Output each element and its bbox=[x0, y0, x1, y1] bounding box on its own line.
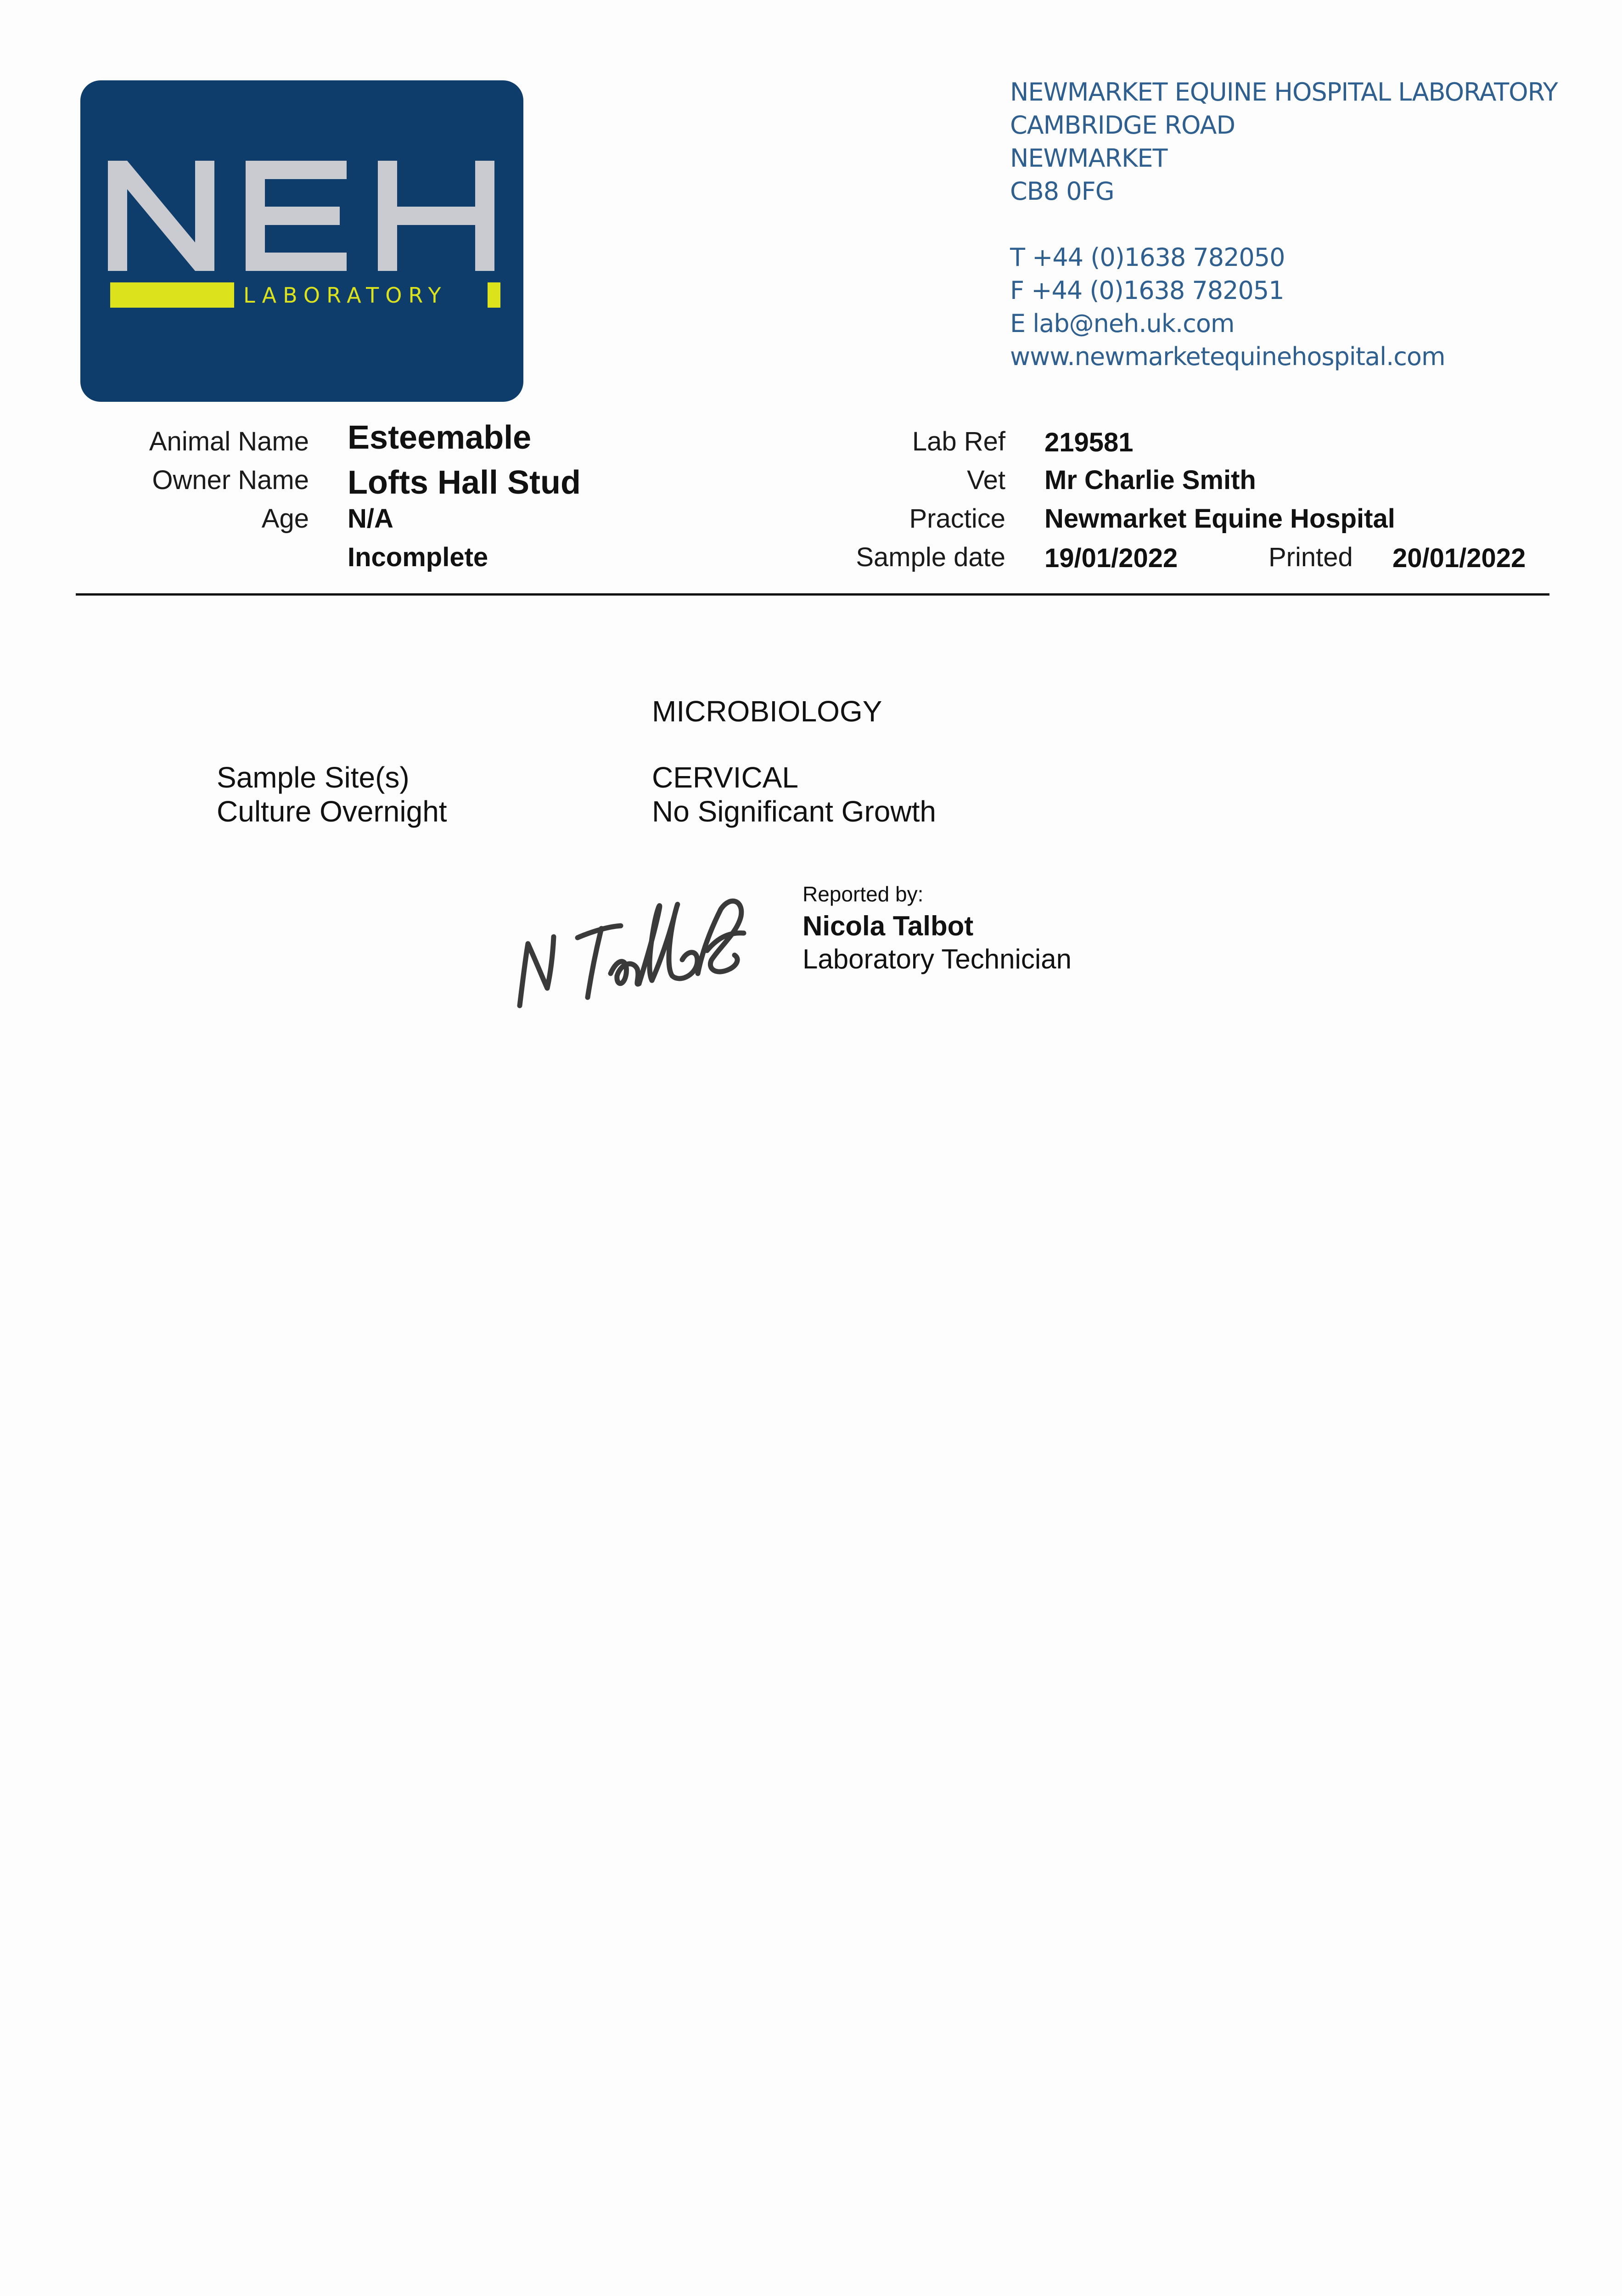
vet-label: Vet bbox=[967, 465, 1005, 495]
logo-bar-right bbox=[488, 282, 500, 308]
address-spacer bbox=[1010, 208, 1558, 241]
printed-label: Printed bbox=[1268, 542, 1353, 572]
logo-letter-n bbox=[108, 161, 214, 271]
sample-date-label: Sample date bbox=[856, 542, 1005, 572]
reporter-name: Nicola Talbot bbox=[803, 911, 974, 941]
neh-laboratory-logo bbox=[80, 80, 523, 402]
sample-site-value: CERVICAL bbox=[652, 761, 798, 794]
vet-value: Mr Charlie Smith bbox=[1044, 465, 1256, 495]
address-line: CB8 0FG bbox=[1010, 177, 1114, 206]
contact-website: www.newmarketequinehospital.com bbox=[1010, 342, 1445, 371]
logo-letter-h bbox=[378, 161, 494, 271]
age-label: Age bbox=[261, 504, 309, 534]
culture-label: Culture Overnight bbox=[217, 795, 447, 828]
contact-phone: T +44 (0)1638 782050 bbox=[1010, 243, 1285, 272]
lab-ref-label: Lab Ref bbox=[912, 427, 1005, 456]
lab-address-block bbox=[1010, 76, 1558, 373]
culture-value: No Significant Growth bbox=[652, 795, 936, 828]
section-title: MICROBIOLOGY bbox=[652, 695, 882, 728]
age-value: N/A bbox=[348, 504, 393, 534]
sample-site-label: Sample Site(s) bbox=[217, 761, 410, 794]
printed-value: 20/01/2022 bbox=[1392, 543, 1526, 573]
reported-by-label: Reported by: bbox=[803, 882, 924, 906]
logo-underline-bar bbox=[110, 282, 500, 308]
status-value: Incomplete bbox=[348, 542, 488, 572]
handwritten-signature bbox=[514, 882, 753, 1015]
neh-logo-letters bbox=[108, 161, 498, 271]
logo-letter-e bbox=[246, 161, 347, 271]
address-line: NEWMARKET bbox=[1010, 144, 1167, 173]
owner-name-label: Owner Name bbox=[152, 465, 309, 495]
address-line: NEWMARKET EQUINE HOSPITAL LABORATORY bbox=[1010, 78, 1558, 107]
logo-bar-left bbox=[110, 282, 234, 308]
logo-subtitle: LABORATORY bbox=[243, 283, 448, 308]
reporter-title: Laboratory Technician bbox=[803, 944, 1072, 974]
header-divider bbox=[76, 593, 1549, 596]
sample-date-value: 19/01/2022 bbox=[1044, 543, 1178, 573]
practice-label: Practice bbox=[909, 504, 1005, 534]
owner-name-value: Lofts Hall Stud bbox=[348, 464, 581, 501]
animal-name-label: Animal Name bbox=[149, 427, 309, 456]
contact-fax: F +44 (0)1638 782051 bbox=[1010, 276, 1284, 305]
practice-value: Newmarket Equine Hospital bbox=[1044, 504, 1395, 534]
address-line: CAMBRIDGE ROAD bbox=[1010, 111, 1235, 140]
animal-name-value: Esteemable bbox=[348, 419, 532, 456]
lab-ref-value: 219581 bbox=[1044, 428, 1134, 457]
contact-email: E lab@neh.uk.com bbox=[1010, 309, 1235, 338]
